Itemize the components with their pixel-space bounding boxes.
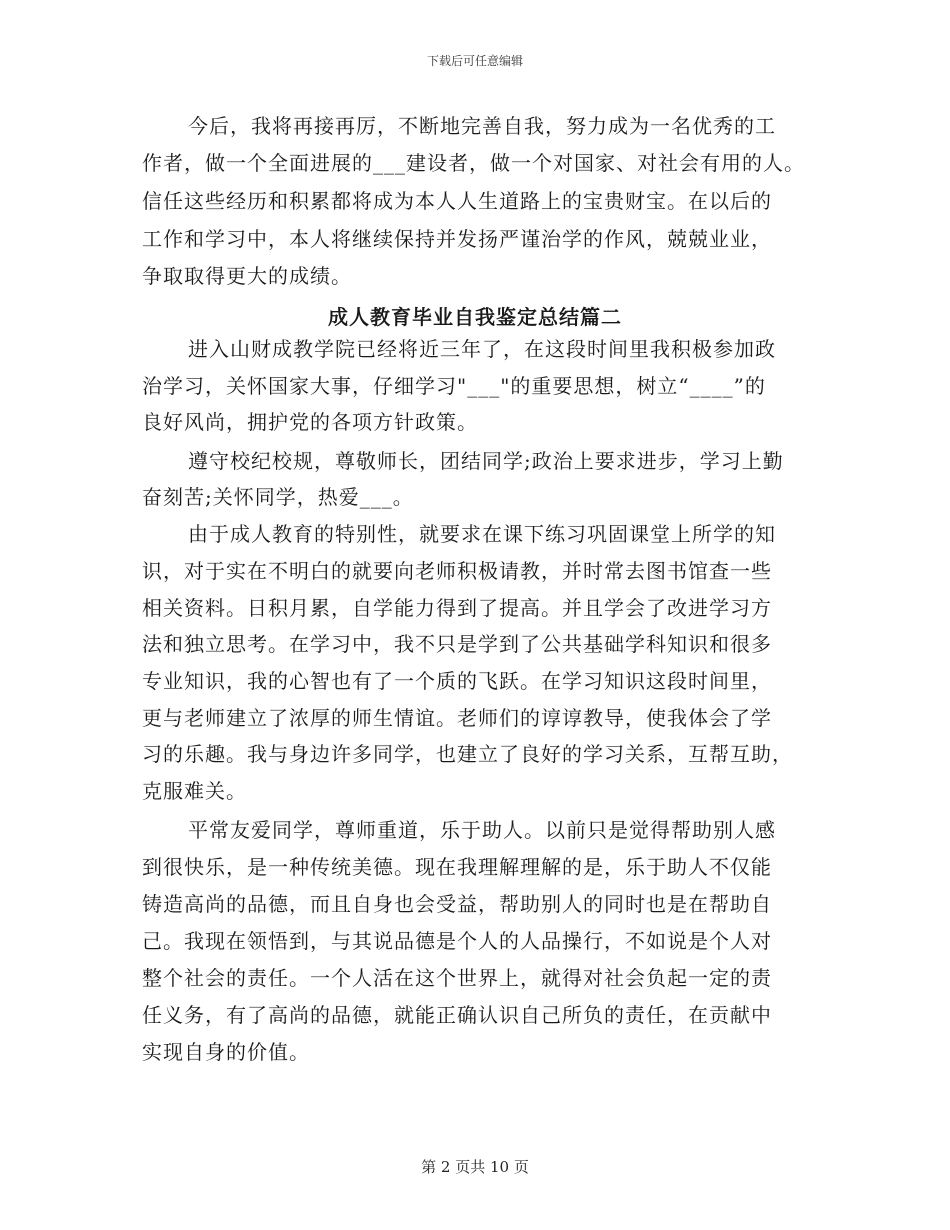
paragraph-line: 工作和学习中，本人将继续保持并发扬严谨治学的作风，兢兢业业， — [142, 227, 772, 251]
paragraph-line: 平常友爱同学，尊师重道，乐于助人。以前只是觉得帮助别人感 — [188, 818, 776, 842]
paragraph-line: 信任这些经历和积累都将成为本人人生道路上的宝贵财宝。在以后的 — [142, 189, 772, 213]
paragraph-line: 由于成人教育的特别性，就要求在课下练习巩固课堂上所学的知 — [188, 522, 776, 546]
paragraph-line: 任义务，有了高尚的品德，就能正确认识自己所负的责任，在贡献中 — [142, 1003, 772, 1027]
paragraph-line: 实现自身的价值。 — [142, 1040, 310, 1064]
paragraph-line: 今后，我将再接再厉，不断地完善自我，努力成为一名优秀的工 — [188, 114, 776, 138]
paragraph-line: 奋刻苦;关怀同学，热爱___。 — [142, 485, 414, 509]
paragraph-line: 专业知识，我的心智也有了一个质的飞跃。在学习知识这段时间里， — [142, 669, 772, 693]
paragraph-line: 治学习，关怀国家大事，仔细学习"___"的重要思想，树立“____”的 — [142, 374, 766, 398]
section-title: 成人教育毕业自我鉴定总结篇二 — [328, 305, 622, 329]
page-number: 第 2 页共 10 页 — [421, 1158, 529, 1176]
paragraph-line: 进入山财成教学院已经将近三年了，在这段时间里我积极参加政 — [188, 337, 776, 361]
paragraph-line: 作者，做一个全面进展的___建设者，做一个对国家、对社会有用的人。 — [142, 151, 805, 175]
paragraph-line: 识，对于实在不明白的就要向老师积极请教，并时常去图书馆查一些 — [142, 559, 772, 583]
paragraph-line: 整个社会的责任。一个人活在这个世界上，就得对社会负起一定的责 — [142, 966, 772, 990]
paragraph-line: 遵守校纪校规，尊敬师长，团结同学;政治上要求进步，学习上勤 — [188, 449, 784, 473]
paragraph-line: 铸造高尚的品德，而且自身也会受益，帮助别人的同时也是在帮助自 — [142, 892, 772, 916]
paragraph-line: 克服难关。 — [142, 779, 247, 803]
paragraph-line: 习的乐趣。我与身边许多同学，也建立了良好的学习关系，互帮互助， — [142, 742, 793, 766]
paragraph-line: 相关资料。日积月累，自学能力得到了提高。并且学会了改进学习方 — [142, 596, 772, 620]
paragraph-line: 更与老师建立了浓厚的师生情谊。老师们的谆谆教导，使我体会了学 — [142, 706, 772, 730]
paragraph-line: 法和独立思考。在学习中，我不只是学到了公共基础学科知识和很多 — [142, 632, 772, 656]
page-header: 下载后可任意编辑 — [426, 54, 523, 68]
paragraph-line: 到很快乐，是一种传统美德。现在我理解理解的是，乐于助人不仅能 — [142, 855, 772, 879]
paragraph-line: 良好风尚，拥护党的各项方针政策。 — [142, 410, 478, 434]
paragraph-line: 己。我现在领悟到，与其说品德是个人的人品操行，不如说是个人对 — [142, 929, 772, 953]
paragraph-line: 争取取得更大的成绩。 — [142, 264, 352, 288]
